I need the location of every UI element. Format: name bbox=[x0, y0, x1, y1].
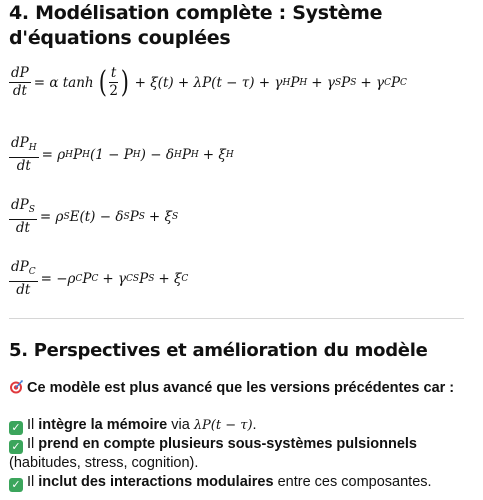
eq4-p2: P bbox=[82, 271, 92, 287]
item-post: via bbox=[167, 417, 194, 433]
sub: C bbox=[28, 267, 36, 277]
check-mark-icon: ✓ bbox=[9, 478, 23, 492]
sub: H bbox=[132, 150, 141, 160]
sub: S bbox=[334, 77, 342, 88]
check-mark-icon: ✓ bbox=[9, 440, 23, 454]
eq1-rest: + ξ(t) + λP(t − τ) + γ bbox=[134, 74, 283, 91]
list-item bbox=[9, 435, 474, 473]
eq1-PC: P bbox=[390, 74, 401, 91]
eq3-p3: P bbox=[129, 209, 139, 225]
eq1-alpha-tanh: = α tanh bbox=[33, 74, 94, 91]
eq2-p5: P bbox=[181, 147, 191, 163]
target-icon bbox=[9, 380, 23, 394]
fraction-denominator: 2 bbox=[109, 83, 118, 99]
check-mark-icon: ✓ bbox=[9, 421, 23, 435]
sub: H bbox=[299, 77, 308, 88]
num-text: dP bbox=[11, 259, 29, 275]
sub: H bbox=[225, 150, 234, 160]
section-5-heading: 5. Perspectives et amélioration du modèle bbox=[9, 340, 428, 361]
equation-dPH-dt bbox=[9, 136, 234, 174]
sub: H bbox=[190, 150, 199, 160]
num-text: dP bbox=[11, 197, 29, 213]
item-prefix: Il bbox=[27, 436, 39, 452]
fraction-dPC-dt bbox=[9, 260, 38, 298]
item-bold: intègre la mémoire bbox=[38, 417, 168, 433]
left-paren: ( bbox=[98, 64, 107, 100]
fraction-denominator: dt bbox=[16, 282, 31, 298]
eq2-p1: = ρ bbox=[41, 147, 66, 163]
fraction-t-over-2 bbox=[107, 66, 120, 99]
eq2-p4: ) − δ bbox=[140, 147, 174, 163]
section-4-heading: 4. Modélisation complète : Système d'équations couplées bbox=[9, 2, 383, 49]
eq4-p5: + ξ bbox=[158, 271, 182, 287]
eq3-p2: E(t) − δ bbox=[69, 209, 124, 225]
eq2-p6: + ξ bbox=[202, 147, 226, 163]
eq2-p2: P bbox=[73, 147, 83, 163]
fraction-numerator: t bbox=[110, 65, 117, 81]
item-end: . bbox=[252, 417, 257, 433]
eq4-p1: = −ρ bbox=[40, 271, 76, 287]
fraction-dPH-dt bbox=[9, 136, 39, 174]
sub: H bbox=[173, 150, 182, 160]
eq3-p4: + ξ bbox=[148, 209, 172, 225]
sub: S bbox=[148, 274, 155, 284]
sub: H bbox=[82, 150, 90, 160]
sub: C bbox=[181, 274, 189, 284]
fraction-numerator: dP bbox=[11, 65, 29, 81]
equation-dP-dt bbox=[9, 66, 407, 99]
sub: S bbox=[28, 205, 35, 215]
fraction-numerator bbox=[9, 136, 39, 158]
list-item bbox=[9, 416, 474, 435]
sub: C bbox=[400, 77, 407, 88]
num-text: dP bbox=[11, 135, 29, 151]
fraction-numerator bbox=[9, 198, 37, 220]
sub: H bbox=[28, 143, 37, 153]
eq2-p3: (1 − P bbox=[89, 147, 133, 163]
sub: C bbox=[75, 274, 83, 284]
sub: CS bbox=[126, 274, 140, 284]
fraction-dPS-dt bbox=[9, 198, 37, 236]
equation-dPS-dt bbox=[9, 198, 178, 236]
eq1-PS: P bbox=[341, 74, 351, 91]
section-divider bbox=[9, 318, 464, 319]
sub: S bbox=[123, 212, 130, 222]
item-prefix: Il bbox=[27, 417, 39, 433]
fraction-denominator: dt bbox=[15, 220, 30, 236]
eq1-plus-gS: + γ bbox=[311, 74, 335, 91]
item-post: entre ces composantes. bbox=[273, 474, 432, 490]
item-post: (habitudes, stress, cognition). bbox=[9, 455, 199, 471]
item-math: λP(t − τ) bbox=[193, 418, 253, 433]
sub: H bbox=[65, 150, 73, 160]
sub: S bbox=[350, 77, 357, 88]
sub: S bbox=[138, 212, 145, 222]
eq1-P: P bbox=[290, 74, 300, 91]
eq4-p4: P bbox=[139, 271, 149, 287]
right-paren: ) bbox=[120, 64, 129, 100]
fraction-denominator: dt bbox=[12, 83, 27, 99]
eq4-p3: + γ bbox=[102, 271, 127, 287]
sub: H bbox=[282, 77, 291, 88]
eq1-plus-gC: + γ bbox=[360, 74, 385, 91]
equation-dPC-dt bbox=[9, 260, 188, 298]
item-bold: inclut des interactions modulaires bbox=[38, 474, 274, 490]
fraction-denominator: dt bbox=[16, 158, 31, 174]
intro-text: Ce modèle est plus avancé que les versions précédentes car : bbox=[27, 380, 455, 396]
fraction-dP-dt bbox=[9, 66, 31, 99]
sub: C bbox=[384, 77, 391, 88]
sub: S bbox=[63, 212, 70, 222]
item-bold: prend en compte plusieurs sous-systèmes pulsionnels bbox=[38, 436, 417, 452]
section-5-intro bbox=[9, 379, 474, 398]
list-item bbox=[9, 473, 474, 492]
eq3-p1: = ρ bbox=[39, 209, 64, 225]
sub: S bbox=[171, 212, 179, 222]
fraction-numerator bbox=[9, 260, 38, 282]
sub: C bbox=[91, 274, 99, 284]
item-prefix: Il bbox=[27, 474, 39, 490]
